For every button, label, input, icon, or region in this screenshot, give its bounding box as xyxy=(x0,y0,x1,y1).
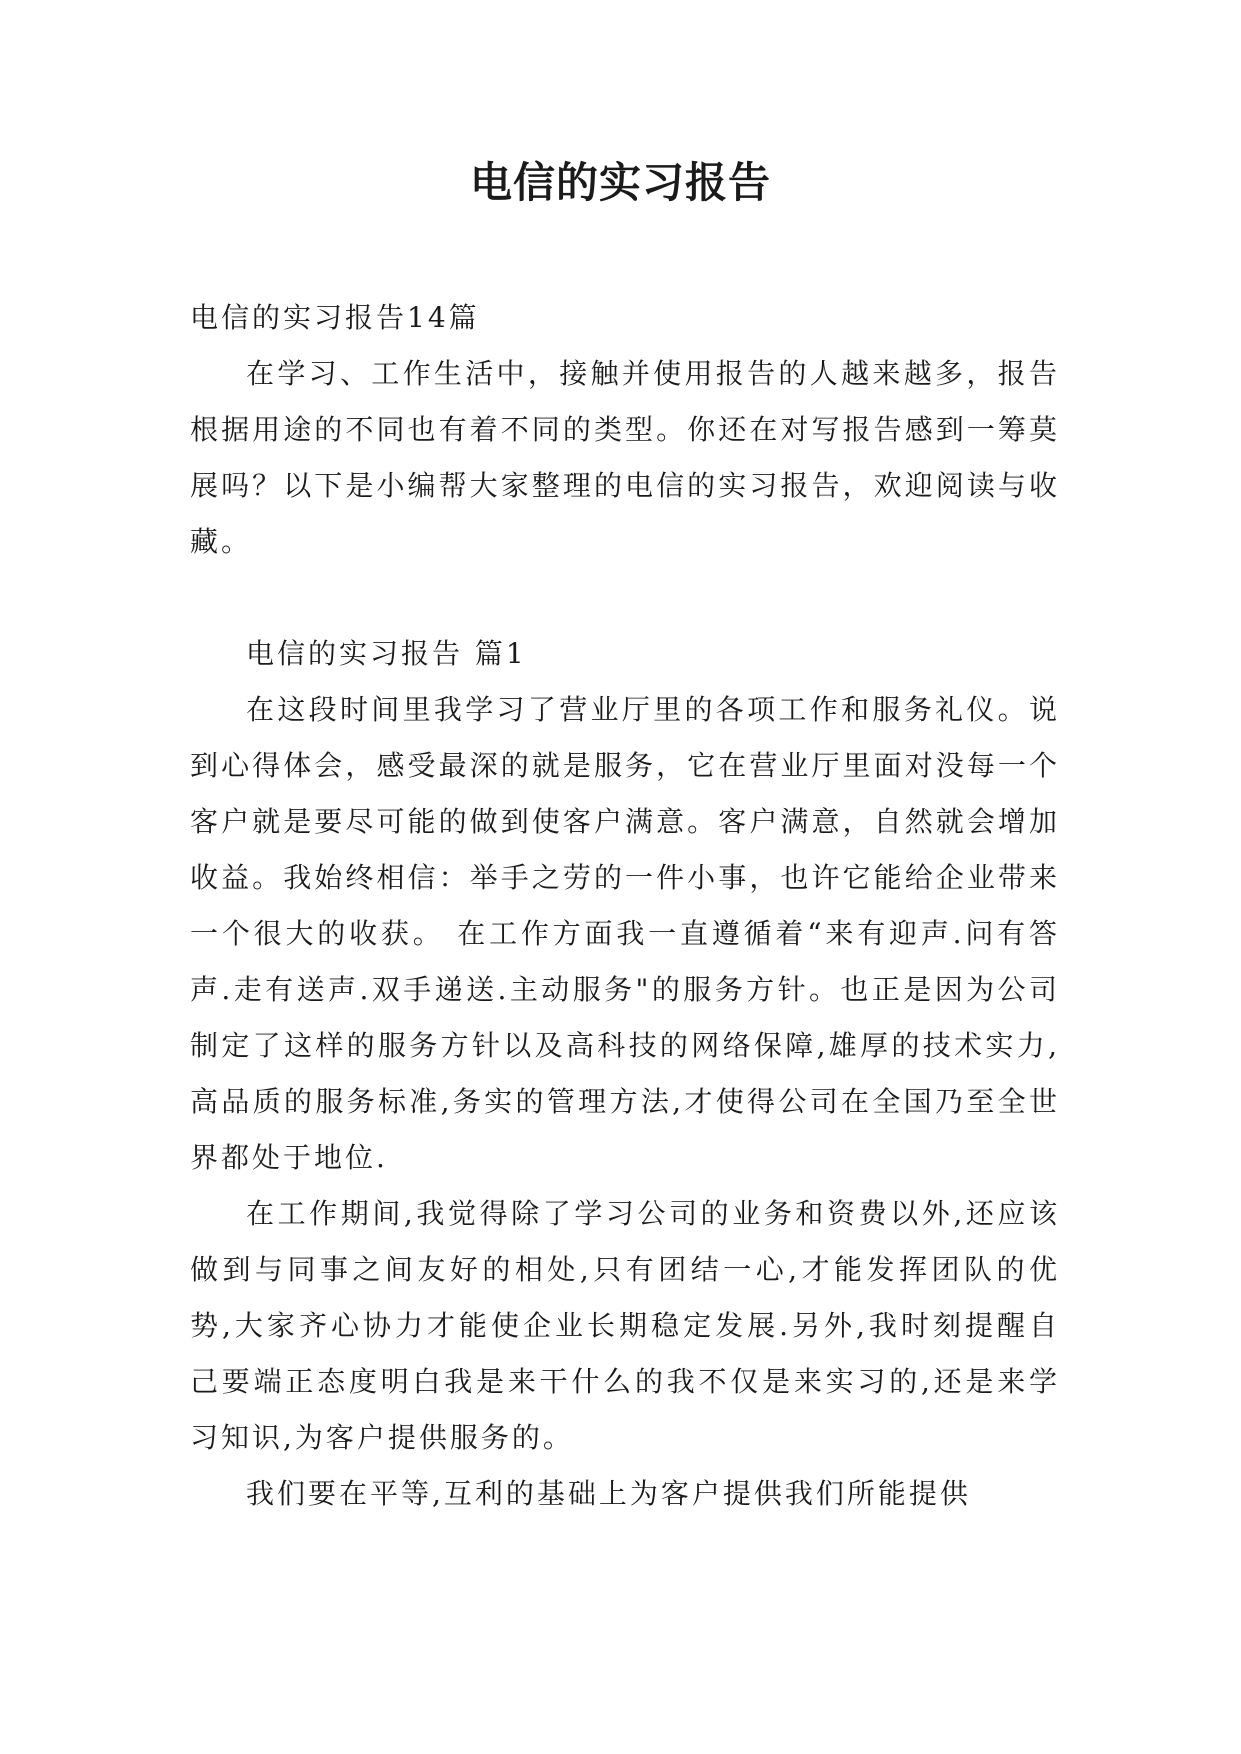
body-paragraph: 在这段时间里我学习了营业厅里的各项工作和服务礼仪。说到心得体会，感受最深的就是服务，它在营业厅里面对没每一个客户就是要尽可能的做到使客户满意。客户满意，自然就会增加收益。我始终相信：举手之劳的一件小事，也许它能给企业带来一个很大的收获。 在工作方面我一直遵循着“来有迎声.问有答声.走有送声.双手递送.主动服务"的服务方针。也正是因为公司制定了这样的服务方针以及高科技的网络保障,雄厚的技术实力,高品质的服务标准,务实的管理方法,才使得公司在全国乃至全世界都处于地位. xyxy=(190,693,1060,1174)
body-paragraph: 我们要在平等,互利的基础上为客户提供我们所能提供 xyxy=(246,1477,971,1510)
section-heading: 电信的实习报告 篇1 xyxy=(246,637,527,670)
document-title: 电信的实习报告 xyxy=(469,158,771,207)
document-body xyxy=(190,290,1060,1522)
body-paragraph: 在工作期间,我觉得除了学习公司的业务和资费以外,还应该做到与同事之间友好的相处,只有团结一心,才能发挥团队的优势,大家齐心协力才能使企业长期稳定发展.另外,我时刻提醒自己要端正态度明白我是来干什么的我不仅是来实习的,还是来学习知识,为客户提供服务的。 xyxy=(190,1197,1060,1454)
intro-paragraph: 在学习、工作生活中，接触并使用报告的人越来越多，报告根据用途的不同也有着不同的类型。你还在对写报告感到一筹莫展吗？以下是小编帮大家整理的电信的实习报告，欢迎阅读与收藏。 xyxy=(190,357,1060,558)
collection-label: 电信的实习报告14篇 xyxy=(190,301,480,334)
